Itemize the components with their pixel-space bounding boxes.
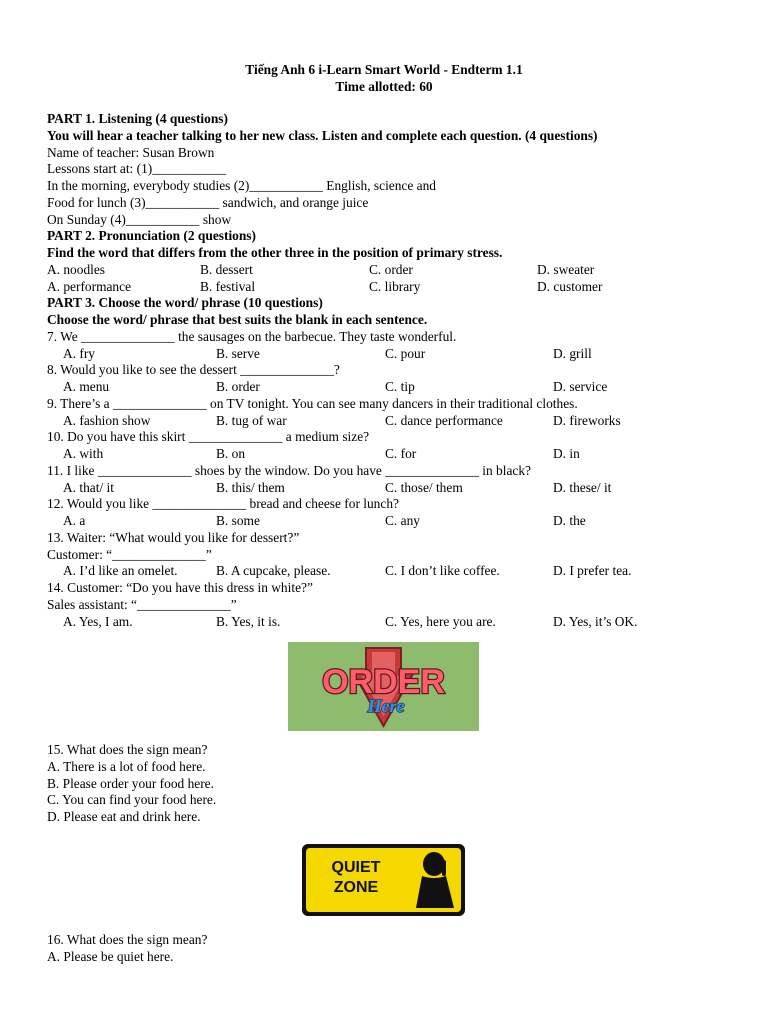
option-a: A. a <box>63 513 86 528</box>
option-b: B. Yes, it is. <box>216 613 281 629</box>
option-c: C. pour <box>385 345 426 361</box>
option-c: C. You can find your food here. <box>47 792 217 808</box>
option-c: C. Yes, here you are. <box>385 613 496 629</box>
question-12-options <box>47 513 727 530</box>
question-16-stem: 16. What does the sign mean? <box>47 932 208 947</box>
time-allotted: Time allotted: 60 <box>335 79 433 94</box>
option-b: B. some <box>216 513 260 528</box>
question-13-stem-customer: Customer: “______________” <box>47 546 212 562</box>
option-b: B. order <box>216 379 260 394</box>
question-14-stem: 14. Customer: “Do you have this dress in white?” <box>47 580 313 595</box>
question-16 <box>47 932 207 966</box>
option-c: C. any <box>385 513 420 528</box>
option-a: A. fashion show <box>63 412 151 428</box>
option-a: A. Please be quiet here. <box>47 948 174 964</box>
question-14-options <box>47 614 727 631</box>
option-a: A. noodles <box>47 261 106 277</box>
question-14-stem-assistant: Sales assistant: “______________” <box>47 596 237 612</box>
option-d: D. these/ it <box>553 479 612 495</box>
question-15 <box>47 742 216 826</box>
option-c: C. those/ them <box>385 479 463 495</box>
part2-options-row <box>47 262 727 279</box>
option-c: C. dance performance <box>385 412 503 428</box>
person-shush-icon <box>414 850 458 910</box>
question-7-stem: 7. We ______________ the sausages on the barbecue. They taste wonderful. <box>47 328 457 344</box>
document-header <box>0 61 768 95</box>
option-a: A. Yes, I am. <box>63 613 133 629</box>
part2-heading: PART 2. Pronunciation (2 questions) <box>47 228 256 244</box>
option-b: B. this/ them <box>216 479 285 495</box>
part2-options-row <box>47 279 727 296</box>
option-d: D. I prefer tea. <box>553 563 632 579</box>
part2-instruction: Find the word that differs from the other three in the position of primary stress. <box>47 245 503 260</box>
option-d: D. fireworks <box>553 412 621 428</box>
question-7-options <box>47 346 727 363</box>
part1-heading: PART 1. Listening (4 questions) <box>47 111 228 126</box>
part1-line: Food for lunch (3)___________ sandwich, and orange juice <box>47 194 369 210</box>
option-d: D. in <box>553 446 580 461</box>
option-d: D. Yes, it’s OK. <box>553 613 638 629</box>
option-a: A. menu <box>63 379 110 394</box>
option-b: B. A cupcake, please. <box>216 563 331 579</box>
option-d: D. customer <box>537 278 603 294</box>
quiet-zone-sign-image <box>302 844 465 916</box>
order-here-sign-graphic <box>288 642 479 731</box>
part1-line: On Sunday (4)___________ show <box>47 211 232 227</box>
option-b: B. dessert <box>200 261 253 277</box>
option-c: C. I don’t like coffee. <box>385 563 500 579</box>
question-9-stem: 9. There’s a ______________ on TV tonight. You can see many dancers in their traditional clothes. <box>47 395 578 411</box>
option-d: D. the <box>553 513 586 528</box>
quiet-text: QUIET <box>331 859 381 876</box>
part3-instruction: Choose the word/ phrase that best suits the blank in each sentence. <box>47 312 428 327</box>
part1-line: In the morning, everybody studies (2)___________ English, science and <box>47 178 436 193</box>
option-c: C. order <box>369 261 413 277</box>
option-a: A. There is a lot of food here. <box>47 758 206 774</box>
option-a: A. with <box>63 446 104 461</box>
question-10-stem: 10. Do you have this skirt ______________ a medium size? <box>47 429 370 445</box>
option-b: B. serve <box>216 345 260 361</box>
option-c: C. for <box>385 446 417 461</box>
question-11-stem: 11. I like ______________ shoes by the window. Do you have ______________ in black? <box>47 462 531 478</box>
part1-instruction: You will hear a teacher talking to her new class. Listen and complete each question. (4 questions) <box>47 127 598 143</box>
question-8-options <box>47 379 727 396</box>
option-a: A. performance <box>47 278 132 294</box>
document-title: Tiếng Anh 6 i-Learn Smart World - Endterm 1.1 <box>245 62 523 77</box>
option-c: C. library <box>369 278 421 294</box>
question-13-stem: 13. Waiter: “What would you like for dessert?” <box>47 529 300 545</box>
document-body <box>47 111 727 630</box>
option-a: A. fry <box>63 345 95 361</box>
question-11-options <box>47 480 727 497</box>
question-13-options <box>47 563 727 580</box>
option-c: C. tip <box>385 379 415 394</box>
question-15-stem: 15. What does the sign mean? <box>47 742 208 757</box>
option-b: B. on <box>216 446 246 461</box>
sign-text <box>316 858 396 898</box>
order-text: ORDER <box>322 663 445 701</box>
here-text: Here <box>367 696 405 716</box>
option-b: B. Please order your food here. <box>47 775 214 791</box>
question-12-stem: 12. Would you like ______________ bread and cheese for lunch? <box>47 496 399 512</box>
option-d: D. sweater <box>537 261 595 277</box>
zone-text: ZONE <box>333 879 379 896</box>
option-d: D. grill <box>553 345 592 361</box>
option-d: D. service <box>553 379 608 394</box>
part1-line: Name of teacher: Susan Brown <box>47 144 215 160</box>
part1-line: Lessons start at: (1)___________ <box>47 161 226 177</box>
option-a: A. that/ it <box>63 479 114 495</box>
question-8-stem: 8. Would you like to see the dessert ______________? <box>47 362 340 378</box>
part3-heading: PART 3. Choose the word/ phrase (10 questions) <box>47 295 323 311</box>
option-b: B. festival <box>200 278 256 294</box>
order-here-sign-image <box>288 642 479 731</box>
option-a: A. I’d like an omelet. <box>63 563 178 579</box>
option-b: B. tug of war <box>216 412 287 428</box>
question-10-options <box>47 446 727 463</box>
option-d: D. Please eat and drink here. <box>47 809 201 824</box>
question-9-options <box>47 413 727 430</box>
